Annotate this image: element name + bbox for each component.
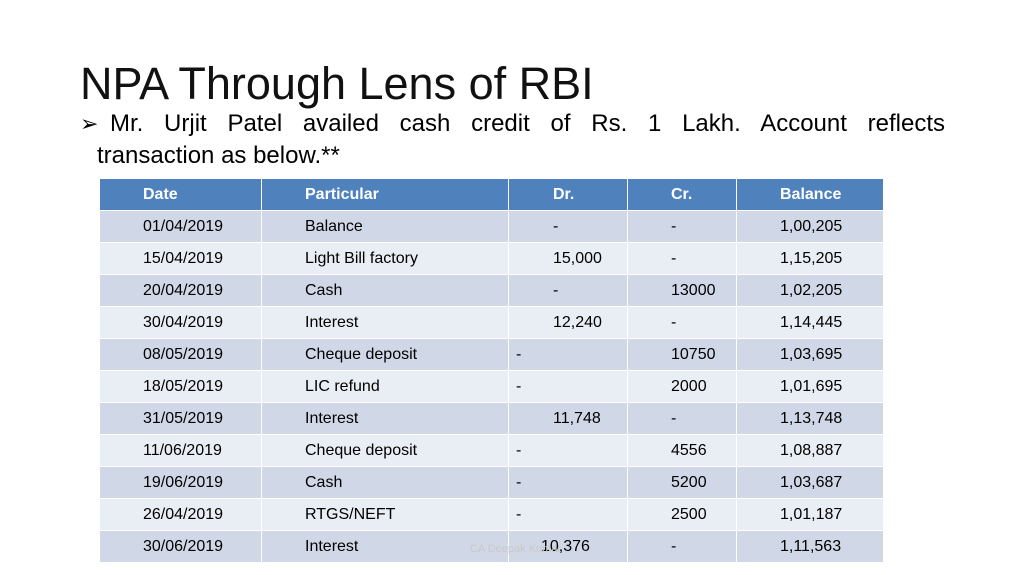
cell-debit: 11,748 bbox=[509, 403, 628, 435]
table-header-row bbox=[100, 179, 884, 211]
cell-date: 01/04/2019 bbox=[100, 211, 262, 243]
cell-particular: Light Bill factory bbox=[262, 243, 509, 275]
cell-credit: 2000 bbox=[628, 371, 737, 403]
cell-balance: 1,00,205 bbox=[737, 211, 884, 243]
arrow-bullet-icon: ➢ bbox=[80, 111, 99, 136]
cell-particular: LIC refund bbox=[262, 371, 509, 403]
cell-particular: Interest bbox=[262, 307, 509, 339]
header-debit: Dr. bbox=[509, 179, 628, 211]
cell-debit: 10,376 bbox=[509, 531, 628, 563]
transaction-table bbox=[99, 178, 884, 563]
slide-footer: CA Deepak Kumar bbox=[470, 543, 562, 555]
cell-balance: 1,13,748 bbox=[737, 403, 884, 435]
cell-date: 26/04/2019 bbox=[100, 499, 262, 531]
cell-credit: 10750 bbox=[628, 339, 737, 371]
cell-particular: Balance bbox=[262, 211, 509, 243]
cell-balance: 1,01,695 bbox=[737, 371, 884, 403]
table-row bbox=[100, 307, 884, 339]
cell-balance: 1,03,695 bbox=[737, 339, 884, 371]
cell-balance: 1,01,187 bbox=[737, 499, 884, 531]
cell-credit: 4556 bbox=[628, 435, 737, 467]
header-particular: Particular bbox=[262, 179, 509, 211]
cell-balance: 1,03,687 bbox=[737, 467, 884, 499]
cell-credit: - bbox=[628, 307, 737, 339]
cell-debit: - bbox=[509, 499, 628, 531]
cell-particular: Cash bbox=[262, 467, 509, 499]
cell-credit: 2500 bbox=[628, 499, 737, 531]
cell-debit: 15,000 bbox=[509, 243, 628, 275]
table-row bbox=[100, 403, 884, 435]
table-row bbox=[100, 467, 884, 499]
bullet-text-line-1: Mr. Urjit Patel availed cash credit of Rs. 1 Lakh. Account reflects bbox=[110, 110, 945, 137]
cell-particular: Interest bbox=[262, 403, 509, 435]
cell-credit: - bbox=[628, 531, 737, 563]
cell-balance: 1,11,563 bbox=[737, 531, 884, 563]
cell-balance: 1,15,205 bbox=[737, 243, 884, 275]
cell-date: 30/04/2019 bbox=[100, 307, 262, 339]
cell-debit: - bbox=[509, 211, 628, 243]
cell-particular: Cheque deposit bbox=[262, 339, 509, 371]
bullet-text-line-2: transaction as below.** bbox=[97, 142, 340, 169]
cell-date: 19/06/2019 bbox=[100, 467, 262, 499]
cell-debit: - bbox=[509, 467, 628, 499]
table-row bbox=[100, 371, 884, 403]
cell-credit: - bbox=[628, 243, 737, 275]
cell-debit: - bbox=[509, 371, 628, 403]
cell-date: 31/05/2019 bbox=[100, 403, 262, 435]
cell-credit: 13000 bbox=[628, 275, 737, 307]
cell-particular: Cheque deposit bbox=[262, 435, 509, 467]
slide-title: NPA Through Lens of RBI bbox=[80, 58, 594, 109]
bullet-point bbox=[80, 108, 945, 172]
header-balance: Balance bbox=[737, 179, 884, 211]
header-credit: Cr. bbox=[628, 179, 737, 211]
cell-credit: - bbox=[628, 403, 737, 435]
cell-credit: - bbox=[628, 211, 737, 243]
cell-debit: - bbox=[509, 435, 628, 467]
table-row bbox=[100, 243, 884, 275]
cell-balance: 1,08,887 bbox=[737, 435, 884, 467]
table-row bbox=[100, 435, 884, 467]
cell-date: 11/06/2019 bbox=[100, 435, 262, 467]
cell-date: 30/06/2019 bbox=[100, 531, 262, 563]
table-row bbox=[100, 339, 884, 371]
cell-balance: 1,02,205 bbox=[737, 275, 884, 307]
table-row bbox=[100, 275, 884, 307]
cell-debit: 12,240 bbox=[509, 307, 628, 339]
cell-particular: RTGS/NEFT bbox=[262, 499, 509, 531]
cell-date: 15/04/2019 bbox=[100, 243, 262, 275]
cell-particular: Cash bbox=[262, 275, 509, 307]
cell-credit: 5200 bbox=[628, 467, 737, 499]
header-date: Date bbox=[100, 179, 262, 211]
table-row bbox=[100, 211, 884, 243]
cell-date: 18/05/2019 bbox=[100, 371, 262, 403]
table-row bbox=[100, 499, 884, 531]
cell-balance: 1,14,445 bbox=[737, 307, 884, 339]
cell-particular: Interest bbox=[262, 531, 509, 563]
cell-date: 20/04/2019 bbox=[100, 275, 262, 307]
cell-debit: - bbox=[509, 275, 628, 307]
cell-date: 08/05/2019 bbox=[100, 339, 262, 371]
cell-debit: - bbox=[509, 339, 628, 371]
